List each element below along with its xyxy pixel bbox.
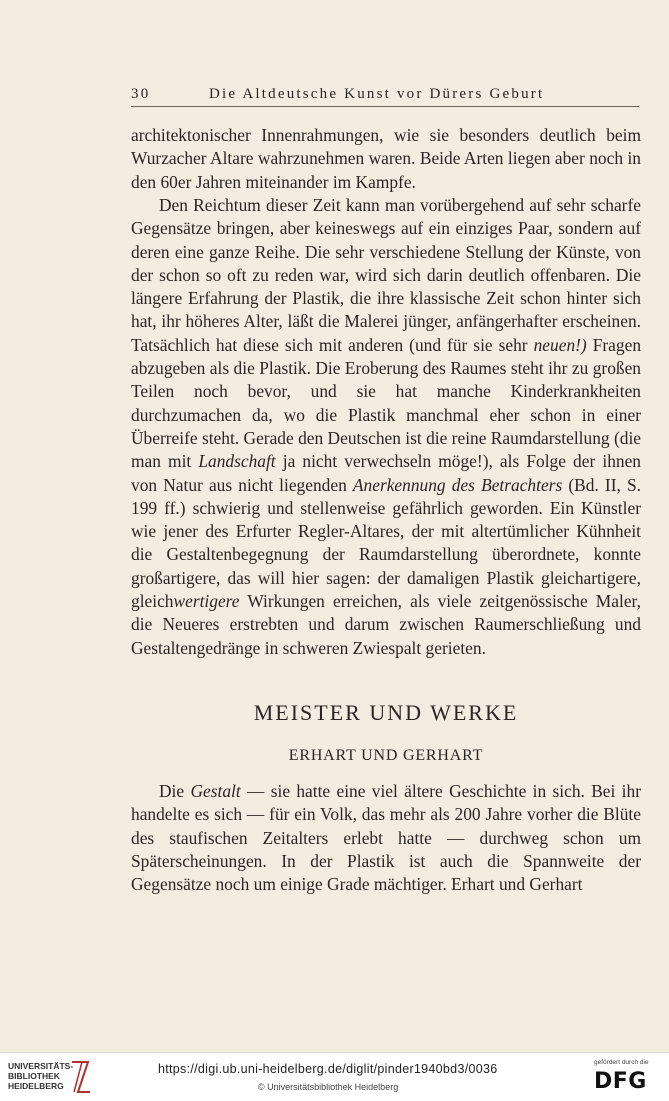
page-number: 30: [131, 86, 151, 102]
running-title: Die Altdeutsche Kunst vor Dürers Geburt: [209, 86, 545, 102]
library-emblem-icon: [68, 1058, 94, 1096]
paragraph-2: Den Reichtum dieser Zeit kann man vorübergehend auf sehr scharfe Gegensätze bringen, aber keineswegs auf ein einziges Paar, sondern auf deren eine ganze Reihe. Die sehr verschiedene Stellung der Künste, von der schon so oft zu reden war, wird sich darin deutlich offenbaren. Die längere Erfahrung der Plastik, die ihre klassische Zeit schon hinter sich hat, ihr höheres Alter, läßt die Malerei jünger, anfängerhafter erscheinen. Tatsächlich hat diese sich mit anderen (und für sie sehr neuen!) Fragen abzugeben als die Plastik. Die Eroberung des Raumes steht ihr zu großen Teilen noch bevor, und sie hat manche Kinderkrankheiten durchzumachen da, wo die Plastik manchmal eher schon in einer Überreife steht. Gerade den Deutschen ist die reine Raumdarstellung (die man mit Landschaft ja nicht verwechseln möge!), als Folge der ihnen von Natur aus nicht liegenden Anerkennung des Betrachters (Bd. II, S. 199 ff.) schwierig und stellenweise gefährlich geworden. Ein Künstler wie jener des Erfurter Regler-Altares, der mit altertümlicher Kühnheit die Gestaltenbegegnung der Raumdarstellung überordnete, konnte großartigere, das will hier sagen: der damaligen Plastik gleichartigere, gleichwertigere Wirkungen erreichen, als viele zeitgenössische Maler, die Neueres erstrebten und darum zwischen Raumerschließung und Gestaltengedränge in schweren Zwiespalt gerieten.: [131, 195, 642, 658]
section-subheading: ERHART UND GERHART: [288, 747, 484, 764]
emphasis-neuen: neuen!): [533, 334, 587, 355]
running-header: [131, 84, 639, 107]
funding-note: gefördert durch die: [594, 1059, 649, 1066]
emphasis-wertigere: wertigere: [173, 591, 240, 612]
emphasis-anerkennung: Anerkennung des Betrachters: [352, 474, 563, 495]
paragraph-reichtum: [131, 194, 641, 660]
paragraph-3: Die Gestalt — sie hatte eine viel ältere Geschichte in sich. Bei ihr handelte es sich — für ein Volk, das mehr als 200 Jahre vorher die Blüte des staufischen Zeitalters erlebt hatte — durchweg schon um Späterscheinungen. In der Plastik ist auch die Spannweite der Gegensätze noch um einige Grade mächtiger. Erhart und Gerhart: [131, 781, 641, 895]
paragraph-gestalt: [131, 780, 641, 896]
emphasis-gestalt: Gestalt: [190, 781, 241, 801]
paragraph-1: architektonischer Innenrahmungen, wie sie besonders deutlich beim Wurzacher Altare wahrzunehmen waren. Beide Arten liegen aber noch in den 60er Jahren miteinander im Kampfe.: [131, 125, 641, 192]
section-heading: MEISTER UND WERKE: [253, 700, 519, 725]
copyright-notice: © Universitätsbibliothek Heidelberg: [258, 1082, 399, 1092]
emphasis-landschaft: Landschaft: [198, 451, 276, 472]
viewer-footer: [0, 1052, 669, 1101]
paragraph-continued: [131, 124, 641, 194]
dfg-logo: DFG: [594, 1069, 647, 1094]
library-logo: UNIVERSITÄTS- BIBLIOTHEK HEIDELBERG: [8, 1061, 74, 1091]
permalink-url[interactable]: https://digi.ub.uni-heidelberg.de/diglit/pinder1940bd3/0036: [158, 1062, 498, 1076]
